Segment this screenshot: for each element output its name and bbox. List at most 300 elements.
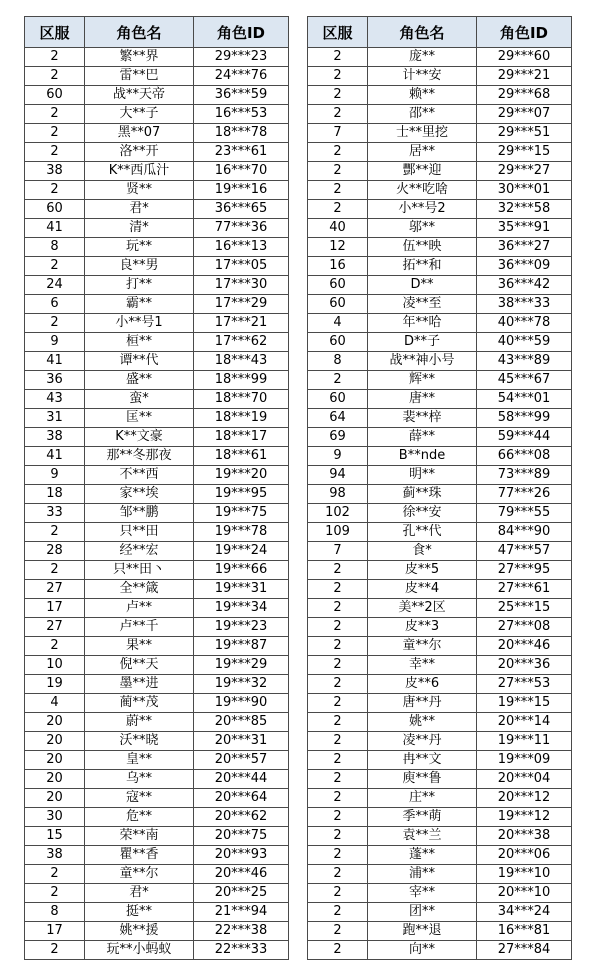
character-id-cell: 19***78 xyxy=(194,523,289,542)
character-name-cell: 盛** xyxy=(85,371,194,390)
table-row xyxy=(25,390,289,409)
character-id-cell: 29***51 xyxy=(477,124,572,143)
table-row xyxy=(25,181,289,200)
character-id-cell: 36***65 xyxy=(194,200,289,219)
table-row xyxy=(25,333,289,352)
server-cell: 60 xyxy=(308,333,368,352)
server-cell: 60 xyxy=(308,390,368,409)
character-name-cell: 玩**小蚂蚁 xyxy=(85,941,194,960)
server-cell: 2 xyxy=(308,865,368,884)
server-cell: 15 xyxy=(25,827,85,846)
character-name-cell: 冉**文 xyxy=(368,751,477,770)
table-row xyxy=(25,523,289,542)
table-row xyxy=(25,485,289,504)
table-row xyxy=(25,542,289,561)
table-row xyxy=(308,105,572,124)
server-cell: 6 xyxy=(25,295,85,314)
server-cell: 2 xyxy=(308,789,368,808)
server-cell: 60 xyxy=(25,86,85,105)
table-row xyxy=(308,295,572,314)
server-cell: 94 xyxy=(308,466,368,485)
character-name-cell: 士**里挖 xyxy=(368,124,477,143)
character-name-cell: 皮**6 xyxy=(368,675,477,694)
character-name-cell: 姚** xyxy=(368,713,477,732)
character-name-cell: 蛮* xyxy=(85,390,194,409)
table-row xyxy=(308,713,572,732)
table-row xyxy=(308,694,572,713)
character-id-cell: 17***62 xyxy=(194,333,289,352)
table-row xyxy=(25,808,289,827)
server-cell: 2 xyxy=(25,865,85,884)
character-id-cell: 18***61 xyxy=(194,447,289,466)
character-name-cell: 经**宏 xyxy=(85,542,194,561)
table-row xyxy=(308,865,572,884)
character-id-cell: 19***10 xyxy=(477,865,572,884)
right-table-body xyxy=(308,48,572,960)
character-name-cell: 邬** xyxy=(368,219,477,238)
character-name-cell: 辉** xyxy=(368,371,477,390)
character-id-cell: 29***07 xyxy=(477,105,572,124)
character-name-cell: 雷**巴 xyxy=(85,67,194,86)
table-row xyxy=(25,105,289,124)
table-row xyxy=(308,447,572,466)
server-cell: 102 xyxy=(308,504,368,523)
character-name-cell: 小**号2 xyxy=(368,200,477,219)
server-cell: 7 xyxy=(308,542,368,561)
table-row xyxy=(308,124,572,143)
character-id-cell: 27***53 xyxy=(477,675,572,694)
character-name-cell: 沃**晓 xyxy=(85,732,194,751)
character-name-cell: 向** xyxy=(368,941,477,960)
table-row xyxy=(25,599,289,618)
server-cell: 20 xyxy=(25,770,85,789)
character-name-cell: 果** xyxy=(85,637,194,656)
character-name-cell: 皮**3 xyxy=(368,618,477,637)
table-row xyxy=(25,428,289,447)
character-name-cell: 霸** xyxy=(85,295,194,314)
server-cell: 20 xyxy=(25,789,85,808)
table-row xyxy=(308,390,572,409)
server-cell: 2 xyxy=(308,181,368,200)
table-row xyxy=(25,941,289,960)
character-id-cell: 20***25 xyxy=(194,884,289,903)
character-id-cell: 35***91 xyxy=(477,219,572,238)
table-row xyxy=(308,466,572,485)
character-id-cell: 77***36 xyxy=(194,219,289,238)
server-cell: 60 xyxy=(308,276,368,295)
character-id-cell: 45***67 xyxy=(477,371,572,390)
server-cell: 12 xyxy=(308,238,368,257)
character-name-cell: 童**尔 xyxy=(368,637,477,656)
character-name-cell: 卢**千 xyxy=(85,618,194,637)
character-id-cell: 36***42 xyxy=(477,276,572,295)
table-row xyxy=(308,789,572,808)
server-cell: 98 xyxy=(308,485,368,504)
table-row xyxy=(25,124,289,143)
table-row xyxy=(308,580,572,599)
table-row xyxy=(308,884,572,903)
server-cell: 2 xyxy=(308,599,368,618)
character-id-cell: 73***89 xyxy=(477,466,572,485)
server-cell: 109 xyxy=(308,523,368,542)
table-row xyxy=(25,694,289,713)
server-cell: 2 xyxy=(25,637,85,656)
character-name-cell: 年**哈 xyxy=(368,314,477,333)
character-id-cell: 17***29 xyxy=(194,295,289,314)
character-id-cell: 16***70 xyxy=(194,162,289,181)
table-row xyxy=(25,200,289,219)
character-name-cell: 姚**援 xyxy=(85,922,194,941)
server-cell: 19 xyxy=(25,675,85,694)
character-name-cell: 繁**界 xyxy=(85,48,194,67)
character-id-cell: 16***13 xyxy=(194,238,289,257)
character-name-cell: 蔺**茂 xyxy=(85,694,194,713)
character-name-cell: 瞿**香 xyxy=(85,846,194,865)
server-cell: 28 xyxy=(25,542,85,561)
table-row xyxy=(25,846,289,865)
server-cell: 2 xyxy=(308,713,368,732)
server-cell: 9 xyxy=(25,333,85,352)
character-name-cell: 凌**至 xyxy=(368,295,477,314)
table-row xyxy=(25,884,289,903)
table-row xyxy=(25,637,289,656)
character-name-cell: 蓬** xyxy=(368,846,477,865)
table-row xyxy=(25,67,289,86)
character-name-cell: 计**安 xyxy=(368,67,477,86)
character-id-cell: 47***57 xyxy=(477,542,572,561)
server-cell: 33 xyxy=(25,504,85,523)
table-row xyxy=(308,352,572,371)
character-id-cell: 19***32 xyxy=(194,675,289,694)
character-id-cell: 22***33 xyxy=(194,941,289,960)
table-row xyxy=(25,295,289,314)
server-cell: 2 xyxy=(308,67,368,86)
server-cell: 2 xyxy=(308,941,368,960)
character-id-cell: 19***95 xyxy=(194,485,289,504)
server-cell: 17 xyxy=(25,599,85,618)
server-cell: 2 xyxy=(308,846,368,865)
character-name-cell: 小**号1 xyxy=(85,314,194,333)
character-id-cell: 19***90 xyxy=(194,694,289,713)
table-row xyxy=(308,409,572,428)
server-cell: 2 xyxy=(308,884,368,903)
character-name-cell: 伍**映 xyxy=(368,238,477,257)
character-id-cell: 18***70 xyxy=(194,390,289,409)
character-id-cell: 20***46 xyxy=(477,637,572,656)
character-id-cell: 36***09 xyxy=(477,257,572,276)
character-name-cell: 赖** xyxy=(368,86,477,105)
character-id-cell: 29***68 xyxy=(477,86,572,105)
character-id-cell: 20***64 xyxy=(194,789,289,808)
table-row xyxy=(25,580,289,599)
character-id-cell: 27***08 xyxy=(477,618,572,637)
character-id-cell: 40***59 xyxy=(477,333,572,352)
character-name-cell: 战**天帝 xyxy=(85,86,194,105)
character-name-cell: 皮**4 xyxy=(368,580,477,599)
character-name-cell: 皇** xyxy=(85,751,194,770)
character-name-cell: 蓟**珠 xyxy=(368,485,477,504)
character-id-cell: 66***08 xyxy=(477,447,572,466)
table-row xyxy=(308,846,572,865)
character-name-cell: 荣**南 xyxy=(85,827,194,846)
table-row xyxy=(308,675,572,694)
character-id-cell: 18***99 xyxy=(194,371,289,390)
server-cell: 36 xyxy=(25,371,85,390)
character-id-cell: 19***24 xyxy=(194,542,289,561)
character-id-cell: 43***89 xyxy=(477,352,572,371)
server-cell: 2 xyxy=(308,637,368,656)
character-id-cell: 20***75 xyxy=(194,827,289,846)
character-id-cell: 16***53 xyxy=(194,105,289,124)
character-id-cell: 19***16 xyxy=(194,181,289,200)
server-cell: 4 xyxy=(308,314,368,333)
character-name-cell: 那**冬那夜 xyxy=(85,447,194,466)
table-row xyxy=(308,656,572,675)
table-header-row xyxy=(25,17,289,48)
character-name-cell: 打** xyxy=(85,276,194,295)
character-id-cell: 25***15 xyxy=(477,599,572,618)
table-row xyxy=(308,542,572,561)
table-row xyxy=(25,371,289,390)
server-cell: 2 xyxy=(308,751,368,770)
table-row xyxy=(25,561,289,580)
server-cell: 41 xyxy=(25,447,85,466)
character-id-cell: 32***58 xyxy=(477,200,572,219)
character-name-cell: 庾**鲁 xyxy=(368,770,477,789)
table-row xyxy=(25,162,289,181)
character-name-cell: 食* xyxy=(368,542,477,561)
character-name-cell: 唐** xyxy=(368,390,477,409)
character-name-cell: 庄** xyxy=(368,789,477,808)
character-name-cell: K**文豪 xyxy=(85,428,194,447)
character-id-cell: 19***20 xyxy=(194,466,289,485)
server-cell: 2 xyxy=(25,884,85,903)
server-cell: 2 xyxy=(308,922,368,941)
character-id-cell: 54***01 xyxy=(477,390,572,409)
table-row xyxy=(25,352,289,371)
character-id-cell: 30***01 xyxy=(477,181,572,200)
table-row xyxy=(25,276,289,295)
table-row xyxy=(308,599,572,618)
character-id-cell: 20***10 xyxy=(477,884,572,903)
character-name-cell: 清* xyxy=(85,219,194,238)
character-id-cell: 19***31 xyxy=(194,580,289,599)
server-cell: 2 xyxy=(308,200,368,219)
character-id-cell: 29***23 xyxy=(194,48,289,67)
table-row xyxy=(25,504,289,523)
table-row xyxy=(25,903,289,922)
header-server: 区服 xyxy=(25,17,85,48)
character-name-cell: 凌**丹 xyxy=(368,732,477,751)
character-id-cell: 18***43 xyxy=(194,352,289,371)
character-id-cell: 29***60 xyxy=(477,48,572,67)
character-id-cell: 38***33 xyxy=(477,295,572,314)
character-id-cell: 79***55 xyxy=(477,504,572,523)
character-name-cell: 良**男 xyxy=(85,257,194,276)
character-id-cell: 22***38 xyxy=(194,922,289,941)
server-cell: 16 xyxy=(308,257,368,276)
character-name-cell: 君* xyxy=(85,884,194,903)
server-cell: 8 xyxy=(308,352,368,371)
character-name-cell: 匡** xyxy=(85,409,194,428)
character-id-cell: 18***17 xyxy=(194,428,289,447)
server-cell: 2 xyxy=(25,105,85,124)
character-id-cell: 17***30 xyxy=(194,276,289,295)
server-cell: 2 xyxy=(308,694,368,713)
character-id-cell: 29***21 xyxy=(477,67,572,86)
character-id-cell: 18***78 xyxy=(194,124,289,143)
character-name-cell: 蔚** xyxy=(85,713,194,732)
server-cell: 17 xyxy=(25,922,85,941)
server-cell: 64 xyxy=(308,409,368,428)
character-id-cell: 36***27 xyxy=(477,238,572,257)
character-id-cell: 19***66 xyxy=(194,561,289,580)
character-id-cell: 29***15 xyxy=(477,143,572,162)
server-cell: 2 xyxy=(25,48,85,67)
character-name-cell: 酆**迎 xyxy=(368,162,477,181)
character-name-cell: 只**田丶 xyxy=(85,561,194,580)
server-cell: 30 xyxy=(25,808,85,827)
table-row xyxy=(308,181,572,200)
server-cell: 2 xyxy=(25,143,85,162)
server-cell: 24 xyxy=(25,276,85,295)
header-character-id: 角色ID xyxy=(477,17,572,48)
character-name-cell: 寇** xyxy=(85,789,194,808)
server-cell: 2 xyxy=(308,105,368,124)
character-name-cell: 倪**天 xyxy=(85,656,194,675)
table-row xyxy=(308,751,572,770)
character-name-cell: 皮**5 xyxy=(368,561,477,580)
character-id-cell: 19***11 xyxy=(477,732,572,751)
table-row xyxy=(25,219,289,238)
server-cell: 69 xyxy=(308,428,368,447)
server-cell: 2 xyxy=(25,257,85,276)
character-id-cell: 19***15 xyxy=(477,694,572,713)
character-name-cell: 邵** xyxy=(368,105,477,124)
table-row xyxy=(25,447,289,466)
server-cell: 2 xyxy=(308,371,368,390)
server-cell: 38 xyxy=(25,846,85,865)
character-id-cell: 84***90 xyxy=(477,523,572,542)
left-table-body xyxy=(25,48,289,960)
character-name-cell: 玩** xyxy=(85,238,194,257)
server-cell: 20 xyxy=(25,732,85,751)
table-row xyxy=(308,637,572,656)
character-name-cell: 乌** xyxy=(85,770,194,789)
character-id-cell: 19***23 xyxy=(194,618,289,637)
table-row xyxy=(308,903,572,922)
header-server: 区服 xyxy=(308,17,368,48)
character-name-cell: 卢** xyxy=(85,599,194,618)
table-row xyxy=(308,523,572,542)
table-row xyxy=(25,865,289,884)
character-id-cell: 59***44 xyxy=(477,428,572,447)
table-row xyxy=(308,333,572,352)
character-name-cell: B**nde xyxy=(368,447,477,466)
table-row xyxy=(25,789,289,808)
character-id-cell: 19***87 xyxy=(194,637,289,656)
server-cell: 9 xyxy=(25,466,85,485)
character-name-cell: 贤** xyxy=(85,181,194,200)
server-cell: 2 xyxy=(308,86,368,105)
character-id-cell: 40***78 xyxy=(477,314,572,333)
character-id-cell: 19***34 xyxy=(194,599,289,618)
character-name-cell: 袁**兰 xyxy=(368,827,477,846)
character-name-cell: 团** xyxy=(368,903,477,922)
server-cell: 2 xyxy=(308,561,368,580)
table-row xyxy=(308,143,572,162)
table-row xyxy=(25,618,289,637)
server-cell: 2 xyxy=(308,827,368,846)
table-row xyxy=(25,675,289,694)
table-row xyxy=(25,922,289,941)
character-id-cell: 19***09 xyxy=(477,751,572,770)
server-cell: 2 xyxy=(25,181,85,200)
server-cell: 41 xyxy=(25,352,85,371)
character-name-cell: 宰** xyxy=(368,884,477,903)
character-id-cell: 20***31 xyxy=(194,732,289,751)
server-cell: 60 xyxy=(308,295,368,314)
server-cell: 2 xyxy=(308,162,368,181)
server-cell: 2 xyxy=(308,656,368,675)
server-cell: 38 xyxy=(25,428,85,447)
table-row xyxy=(25,656,289,675)
table-row xyxy=(25,466,289,485)
character-id-cell: 21***94 xyxy=(194,903,289,922)
character-name-cell: D**子 xyxy=(368,333,477,352)
table-row xyxy=(308,485,572,504)
server-cell: 8 xyxy=(25,903,85,922)
server-cell: 9 xyxy=(308,447,368,466)
character-name-cell: 拓**和 xyxy=(368,257,477,276)
character-id-cell: 20***44 xyxy=(194,770,289,789)
table-row xyxy=(308,827,572,846)
server-cell: 2 xyxy=(25,67,85,86)
character-id-cell: 58***99 xyxy=(477,409,572,428)
character-name-cell: 洛**开 xyxy=(85,143,194,162)
character-name-cell: K**西瓜汁 xyxy=(85,162,194,181)
table-row xyxy=(25,314,289,333)
character-id-cell: 23***61 xyxy=(194,143,289,162)
server-cell: 2 xyxy=(25,523,85,542)
table-row xyxy=(25,751,289,770)
character-id-cell: 19***12 xyxy=(477,808,572,827)
server-cell: 2 xyxy=(308,618,368,637)
table-row xyxy=(308,257,572,276)
table-row xyxy=(308,428,572,447)
table-row xyxy=(308,770,572,789)
character-id-cell: 20***38 xyxy=(477,827,572,846)
right-roster-table xyxy=(307,16,572,960)
table-row xyxy=(25,732,289,751)
server-cell: 2 xyxy=(25,124,85,143)
table-row xyxy=(308,371,572,390)
character-id-cell: 16***81 xyxy=(477,922,572,941)
character-id-cell: 19***75 xyxy=(194,504,289,523)
character-name-cell: 薛** xyxy=(368,428,477,447)
character-name-cell: 战**神小号 xyxy=(368,352,477,371)
character-id-cell: 27***95 xyxy=(477,561,572,580)
server-cell: 2 xyxy=(308,143,368,162)
table-row xyxy=(308,808,572,827)
character-name-cell: 桓** xyxy=(85,333,194,352)
table-row xyxy=(308,67,572,86)
server-cell: 20 xyxy=(25,751,85,770)
table-row xyxy=(25,770,289,789)
server-cell: 20 xyxy=(25,713,85,732)
character-id-cell: 20***85 xyxy=(194,713,289,732)
character-id-cell: 77***26 xyxy=(477,485,572,504)
